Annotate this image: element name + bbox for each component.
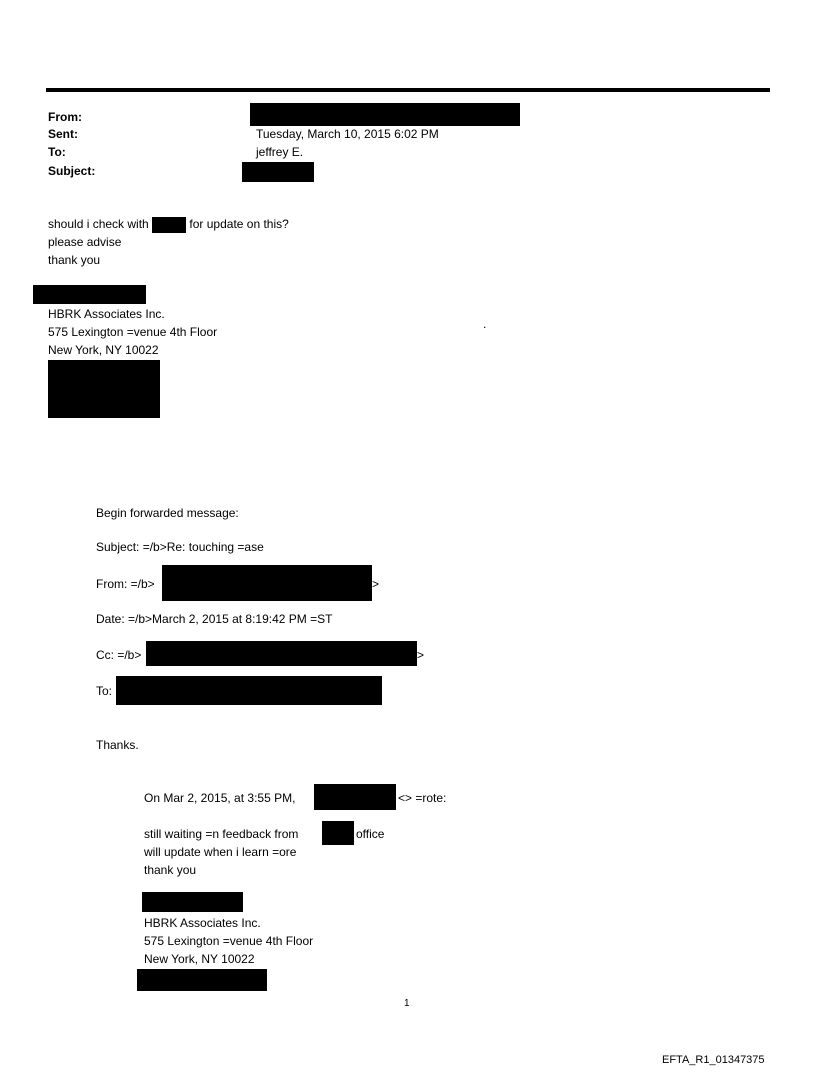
quoted-signature-address: 575 Lexington =venue 4th Floor [144,934,314,948]
quoted-line-3: thank you [144,863,197,877]
quoted-line-1-end: office [356,827,385,841]
signature-name-redaction [33,285,146,304]
body-line-1-start: should i check with [48,217,149,231]
quoted-line-1-start: still waiting =n feedback from [144,827,299,841]
signature-address: 575 Lexington =venue 4th Floor [48,325,218,339]
forward-thanks: Thanks. [96,738,139,752]
page-number: 1 [404,998,410,1009]
quoted-sender-redaction [314,784,396,810]
forward-subject: Subject: =/b>Re: touching =ase [96,540,264,554]
forward-cc-redaction [146,641,417,666]
stray-dot: . [483,317,487,331]
quoted-office-redaction [322,821,354,845]
quoted-signature-company: HBRK Associates Inc. [144,916,261,930]
body-name-redaction [152,217,186,233]
body-line-3: thank you [48,253,101,267]
quoted-signature-city: New York, NY 10022 [144,952,255,966]
to-label: To: [48,145,66,159]
forward-cc-suffix: > [417,648,425,662]
forward-from-suffix: > [372,577,380,591]
forward-to-prefix: To: [96,684,113,698]
sent-value: Tuesday, March 10, 2015 6:02 PM [256,127,439,141]
from-label: From: [48,110,82,124]
quoted-signature-contact-redaction [137,969,267,991]
header-rule [46,88,770,92]
signature-contact-redaction [48,360,160,418]
signature-city: New York, NY 10022 [48,343,159,357]
forward-to-redaction [116,676,382,705]
body-line-1 [48,216,289,233]
subject-label: Subject: [48,164,96,178]
forward-from-prefix: From: =/b> [96,577,155,591]
forward-intro: Begin forwarded message: [96,506,239,520]
quoted-signature-name-redaction [142,892,243,912]
to-value: jeffrey E. [256,145,304,159]
body-line-1-end: for update on this? [189,217,289,231]
forward-from-redaction [162,565,372,601]
signature-company: HBRK Associates Inc. [48,307,165,321]
quoted-on-prefix: On Mar 2, 2015, at 3:55 PM, [144,791,296,805]
bates-number: EFTA_R1_01347375 [662,1054,765,1066]
from-redaction [250,103,520,126]
body-line-2: please advise [48,235,122,249]
quoted-on-suffix: <> =rote: [398,791,447,805]
sent-label: Sent: [48,127,78,141]
quoted-line-2: will update when i learn =ore [144,845,297,859]
forward-date: Date: =/b>March 2, 2015 at 8:19:42 PM =ST [96,612,333,626]
forward-cc-prefix: Cc: =/b> [96,648,142,662]
subject-redaction [242,162,314,182]
